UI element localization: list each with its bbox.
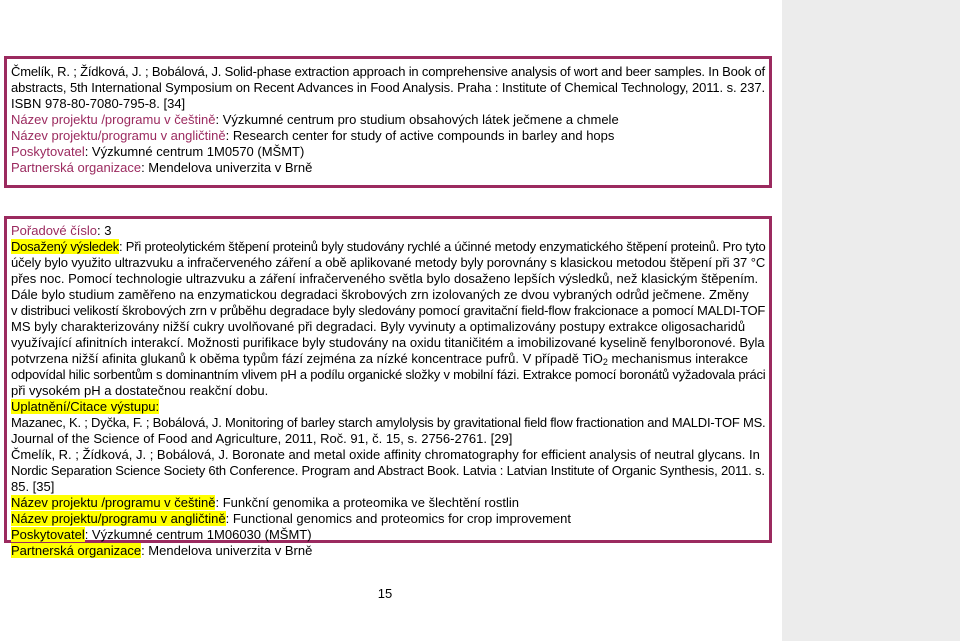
result-line: v distribuci velikostí škrobových zrn v průběhu degradace byly sledovány pomocí gravitační field-flow frakcionace a pomocí MALDI-TOF	[11, 303, 766, 318]
result-line: účely bylo využito ultrazvuku a infračerveného záření a obě aplikované metody byly porovnány s klasickou metodou štěpení při 37 °C	[11, 255, 766, 270]
provider-label: Poskytovatel	[11, 527, 85, 542]
project-name-cz	[11, 495, 765, 511]
result-line: využívající afinitních interakcí. Možnosti purifikace byly studovány na oxidu titaničitém a imobilizované kyselině fenylboronové. Byla	[11, 335, 765, 350]
partner-label: Partnerská organizace	[11, 543, 142, 558]
project-name-en-label: Název projektu/programu v angličtině	[11, 511, 226, 526]
project-entry-box-1	[4, 56, 772, 188]
result-line: MS byly charakterizovány nižší cukry uvolňované při degradaci. Byly vyvinuty a optimalizovány postupy extrakce oligosacharidů	[11, 319, 746, 334]
citation-line: abstracts, 5th International Symposium on Recent Advances in Food Analysis. Praha : Institute of Chemical Technology, 2011. s. 237.	[11, 80, 765, 95]
project-name-cz-label: Název projektu /programu v češtině	[11, 112, 216, 127]
citation-line: 85. [35]	[11, 479, 55, 494]
project-name-cz	[11, 112, 765, 128]
result-line: Dále bylo studium zaměřeno na enzymatickou degradaci škrobových zrn izolovaných ze dvou vybraných odrůd ječmene. Změny	[11, 287, 749, 302]
citation-line: Mazanec, K. ; Dyčka, F. ; Bobálová, J. Monitoring of barley starch amylolysis by gravitational field flow fractionation and MALDI-TOF MS.	[11, 415, 766, 430]
partner-value: : Mendelova univerzita v Brně	[141, 160, 313, 175]
citation-line: Čmelík, R. ; Žídková, J. ; Bobálová, J. Boronate and metal oxide affinity chromatography for efficient analysis of neutral glycans. In	[11, 447, 760, 462]
citation-line: Čmelík, R. ; Žídková, J. ; Bobálová, J. Solid-phase extraction approach in comprehensive analysis of wort and beer samples. In Book of	[11, 64, 765, 79]
project-name-en	[11, 511, 765, 527]
project-name-en	[11, 128, 765, 144]
result-line: přes noc. Pomocí technologie ultrazvuku a záření infračerveného světla bylo dosaženo lepších výsledků, než klasickým štěpením.	[11, 271, 759, 286]
project-name-en-value: : Research center for study of active compounds in barley and hops	[225, 128, 615, 143]
result-line: při vysokém pH a dostatečnou reakční dobu.	[11, 383, 269, 398]
result-label: Dosažený výsledek	[11, 239, 120, 254]
provider-label: Poskytovatel	[11, 144, 85, 159]
citation-line: Nordic Separation Science Society 6th Conference. Program and Abstract Book. Latvia : Latvian Institute of Organic Synthesis, 2011. s.	[11, 463, 765, 478]
citation-line: Journal of the Science of Food and Agriculture, 2011, Roč. 91, č. 15, s. 2756-2761. [29]	[11, 431, 513, 446]
comment-margin-panel	[782, 0, 960, 641]
usage-label: Uplatnění/Citace výstupu:	[11, 399, 160, 414]
order-number	[11, 223, 765, 239]
project-name-en-label: Název projektu/programu v angličtině	[11, 128, 226, 143]
project-name-cz-value: : Funkční genomika a proteomika ve šlechtění rostlin	[215, 495, 519, 510]
project-entry-box-2	[4, 216, 772, 558]
citation-line: ISBN 978-80-7080-795-8. [34]	[11, 96, 186, 111]
result-line: Dosažený výsledek: Při proteolytickém štěpení proteinů byly studovány rychlé a účinné metody enzymatického štěpení proteinů. Pro tyto	[11, 239, 766, 254]
partner-value: : Mendelova univerzita v Brně	[141, 543, 313, 558]
partner-organization	[11, 160, 765, 176]
order-number-label: Pořadové číslo	[11, 223, 97, 238]
page-number: 15	[377, 586, 393, 601]
project-name-cz-label: Název projektu /programu v češtině	[11, 495, 216, 510]
project-name-cz-value: : Výzkumné centrum pro studium obsahových látek ječmene a chmele	[215, 112, 619, 127]
order-number-value: : 3	[97, 223, 112, 238]
partner-label: Partnerská organizace	[11, 160, 142, 175]
provider-value: : Výzkumné centrum 1M0570 (MŠMT)	[84, 144, 305, 159]
result-line: potvrzena nižší afinita glukanů k oběma typům fází zejména za nízké koncentrace pufrů. V případě TiO$_2$ mechanismus interakce	[11, 351, 749, 367]
partner-organization	[11, 543, 765, 559]
provider-value: : Výzkumné centrum 1M06030 (MŠMT)	[84, 527, 312, 542]
provider	[11, 527, 765, 543]
result-line: odpovídal hilic sorbentům s dominantním vlivem pH a podílu organické složky v mobilní fázi. Extrakce pomocí boronátů vyžadovala práci	[11, 367, 766, 382]
provider	[11, 144, 765, 160]
project-name-en-value: : Functional genomics and proteomics for crop improvement	[225, 511, 571, 526]
usage-heading	[11, 399, 765, 415]
